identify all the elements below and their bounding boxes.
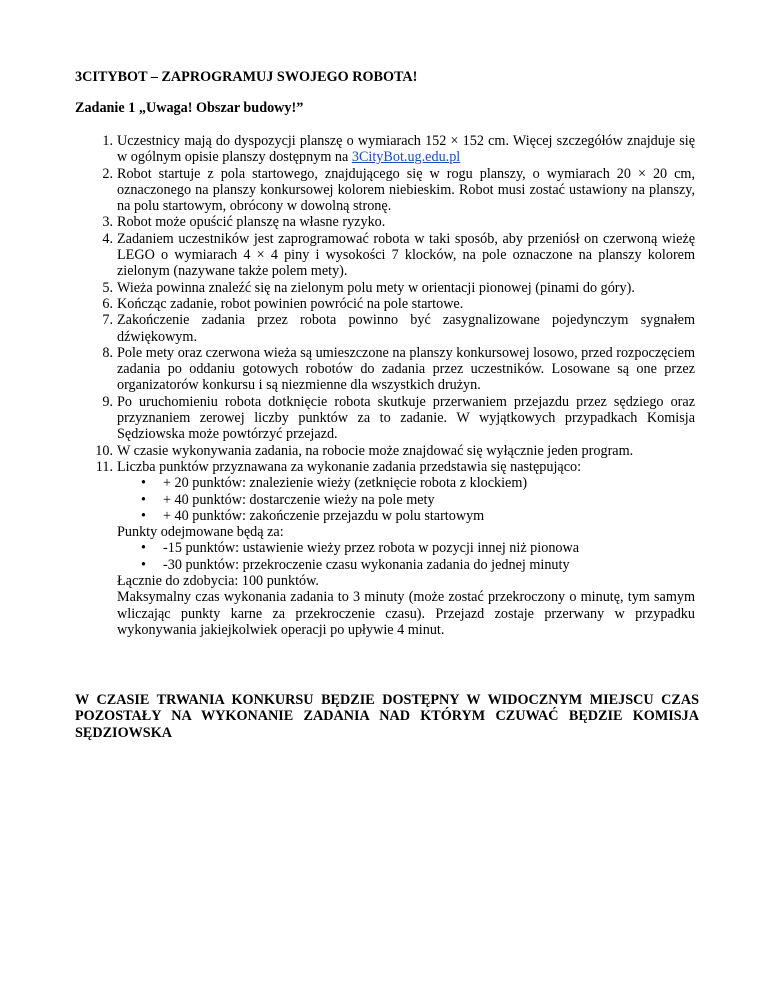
bullet-icon: • [141,491,146,508]
minus-intro: Punkty odejmowane będą za: [117,524,284,541]
bullet-item [117,508,695,524]
bullet-text: + 40 punktów: dostarczenie wieży na pole mety [163,491,435,508]
list-item [75,133,695,166]
bullet-item [117,540,695,556]
bullet-item [117,492,695,508]
item-number: 5. [102,279,113,296]
total-points: Łącznie do zdobycia: 100 punktów. [117,573,319,590]
item-number: 4. [102,230,113,247]
list-item [75,443,695,459]
list-item [75,214,695,230]
item-text: Uczestnicy mają do dyspozycji planszę o wymiarach 152 × 152 cm. Więcej szczegółów znajduje się w ogólnym opisie planszy dostępnym na [117,133,695,166]
item-text: Robot startuje z pola startowego, znajdującego się w rogu planszy, o wymiarach 20 × 20 cm, oznaczonego na planszy konkursowej kolorem niebieskim. Robot musi zostać ustawiony na planszy, na polu startowym, obrócony w dowolną stronę. [117,165,695,215]
item-text: Robot może opuścić planszę na własne ryzyko. [117,214,386,231]
bullet-icon: • [141,556,146,573]
item-text: Zakończenie zadania przez robota powinno być zasygnalizowane pojedynczym sygnałem dźwiękowym. [117,312,695,345]
item-text: Liczba punktów przyznawana za wykonanie zadania przedstawia się następująco: [117,458,582,475]
bullet-text: -30 punktów: przekroczenie czasu wykonania zadania do jednej minuty [163,556,570,573]
bullet-icon: • [141,507,146,524]
max-time-note: Maksymalny czas wykonania zadania to 3 minuty (może zostać przekroczony o minutę, tym samym wliczając punkty karne za przekroczenie czasu). Przejazd zostaje przerwany w przypadku wykonywania jakiejkolwiek operacji po upływie 4 minut. [117,589,695,638]
item-text: Pole mety oraz czerwona wieża są umieszczone na planszy konkursowej losowo, przed rozpoczęciem zadania po oddaniu gotowych robotów do zadania przez uczestników. Losowane są one przez organizatorów konkursu i są niezmienne dla wszystkich drużyn. [117,344,695,394]
item-number: 2. [102,165,113,182]
list-item [75,312,695,345]
list-item [75,280,695,296]
document-title: 3CITYBOT – ZAPROGRAMUJ SWOJEGO ROBOTA! [75,69,418,85]
list-item [75,231,695,280]
website-link[interactable]: 3CityBot.ug.edu.pl [351,149,461,166]
item-number: 11. [95,458,113,475]
item-number: 9. [102,393,113,410]
item-text: Wieża powinna znaleźć się na zielonym polu mety w orientacji pionowej (pinami do góry). [117,279,635,296]
points-plus-list [117,475,695,524]
rules-list [75,133,695,638]
bullet-item [117,557,695,573]
item-text: Po uruchomieniu robota dotknięcie robota skutkuje przerwaniem przejazdu przez sędziego oraz przyznaniem zerowej liczby punktów za to zadanie. W wyjątkowych przypadkach Komisja Sędziowska może powtórzyć przejazd. [117,393,695,443]
item-number: 8. [102,344,113,361]
bullet-text: + 40 punktów: zakończenie przejazdu w polu startowym [163,507,485,524]
bullet-text: -15 punktów: ustawienie wieży przez robota w pozycji innej niż pionowa [163,540,580,557]
item-number: 7. [102,312,113,329]
list-item [75,166,695,215]
item-text: Zadaniem uczestników jest zaprogramować robota w taki sposób, aby przeniósł on czerwoną wieżę LEGO o wymiarach 4 × 4 piny i wysokości 7 klocków, na pole oznaczone na planszy kolorem zielonym (nazywane także polem mety). [117,230,695,280]
item-number: 6. [102,295,113,312]
list-item [75,296,695,312]
bullet-icon: • [141,540,146,557]
points-minus-list [117,540,695,573]
item-text: W czasie wykonywania zadania, na robocie może znajdować się wyłącznie jeden program. [117,442,634,459]
item-number: 10. [95,442,113,459]
list-item [75,345,695,394]
item-number: 3. [102,214,113,231]
item-text: Kończąc zadanie, robot powinien powrócić na pole startowe. [117,295,464,312]
item-number: 1. [102,133,113,149]
bullet-text: + 20 punktów: znalezienie wieży (zetknięcie robota z klockiem) [163,475,528,492]
bullet-item [117,475,695,491]
list-item [75,394,695,443]
bullet-icon: • [141,475,146,492]
list-item [75,459,695,638]
task-heading: Zadanie 1 „Uwaga! Obszar budowy!” [75,100,304,116]
footer-notice: W CZASIE TRWANIA KONKURSU BĘDZIE DOSTĘPNY W WIDOCZNYM MIEJSCU CZAS POZOSTAŁY NA WYKONANIE ZADANIA NAD KTÓRYM CZUWAĆ BĘDZIE KOMISJA SĘDZIOWSKA [75,692,699,741]
